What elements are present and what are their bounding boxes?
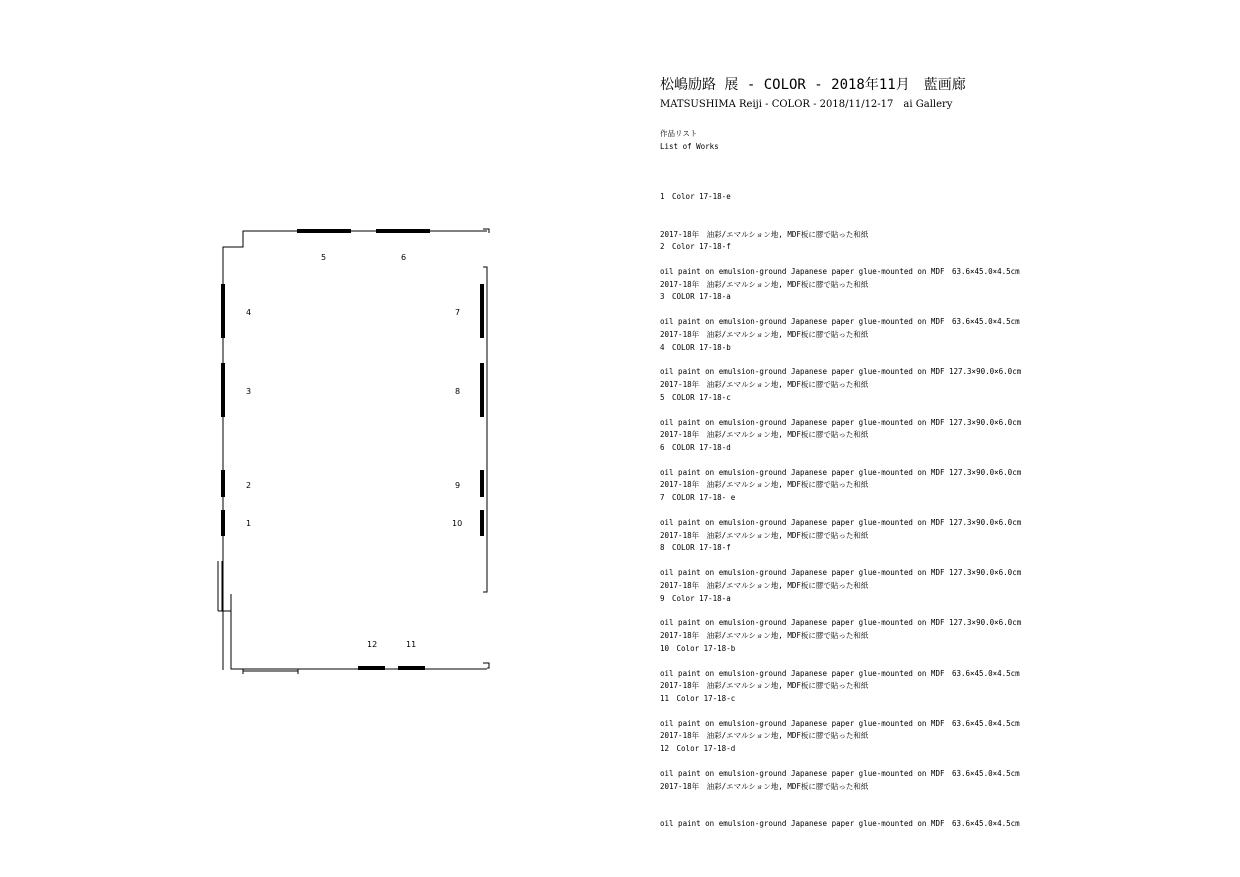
- work-media-en: oil paint on emulsion-ground Japanese paper glue-mounted on MDF 127.3×90.0×6.0cm: [660, 417, 1022, 427]
- work-title: 9 Color 17-18-a: [660, 593, 731, 603]
- work-year-media-jp: 2017-18年 油彩/エマルション地, MDF板に膠で貼った和紙: [660, 580, 869, 590]
- panel-11: [398, 666, 425, 670]
- work-media-en: oil paint on emulsion-ground Japanese paper glue-mounted on MDF 63.6×45.0×4.5cm: [660, 267, 1020, 276]
- work-media-en: oil paint on emulsion-ground Japanese paper glue-mounted on MDF 63.6×45.0×4.5cm: [660, 668, 1020, 678]
- exhibition-title-en: MATSUSHIMA Reiji - COLOR - 2018/11/12-17 ai Gallery: [660, 99, 953, 110]
- panel-numbers: [246, 253, 462, 649]
- panel-6: [376, 229, 430, 233]
- panel-4: [221, 284, 225, 338]
- panel-number-2: 2: [246, 481, 252, 490]
- work-media-en: oil paint on emulsion-ground Japanese paper glue-mounted on MDF 127.3×90.0×6.0cm: [660, 568, 1022, 578]
- work-year-media-jp: 2017-18年 油彩/エマルション地, MDF板に膠で貼った和紙: [660, 430, 869, 440]
- work-year-media-jp: 2017-18年 油彩/エマルション地, MDF板に膠で貼った和紙: [660, 480, 869, 490]
- panel-2: [221, 470, 225, 497]
- work-year-media-jp: 2017-18年 油彩/エマルション地, MDF板に膠で貼った和紙: [660, 329, 869, 339]
- work-title: 3 COLOR 17-18-a: [660, 292, 731, 302]
- panel-5: [297, 229, 351, 233]
- work-year-media-jp: 2017-18年 油彩/エマルション地, MDF板に膠で貼った和紙: [660, 279, 869, 289]
- work-media-en: oil paint on emulsion-ground Japanese paper glue-mounted on MDF 63.6×45.0×4.5cm: [660, 317, 1020, 327]
- panel-8: [480, 363, 484, 417]
- panel-number-4: 4: [246, 308, 252, 317]
- work-title: 2 Color 17-18-f: [660, 242, 731, 252]
- panel-number-11: 11: [406, 640, 417, 649]
- panel-number-9: 9: [455, 481, 461, 490]
- work-media-en: oil paint on emulsion-ground Japanese paper glue-mounted on MDF 127.3×90.0×6.0cm: [660, 618, 1022, 628]
- panel-1: [221, 510, 225, 536]
- panel-3: [221, 363, 225, 417]
- work-title: 7 COLOR 17-18- e: [660, 493, 736, 503]
- work-title: 4 COLOR 17-18-b: [660, 342, 731, 352]
- list-heading-en: List of Works: [660, 141, 719, 151]
- work-title: 1 Color 17-18-e: [660, 192, 731, 201]
- list-heading: [660, 128, 719, 153]
- work-title: 8 COLOR 17-18-f: [660, 543, 731, 553]
- work-year-media-jp: 2017-18年 油彩/エマルション地, MDF板に膠で貼った和紙: [660, 681, 869, 691]
- work-year-media-jp: 2017-18年 油彩/エマルション地, MDF板に膠で貼った和紙: [660, 781, 869, 791]
- panel-12: [358, 666, 385, 670]
- panel-number-5: 5: [321, 253, 327, 262]
- work-media-en: oil paint on emulsion-ground Japanese paper glue-mounted on MDF 63.6×45.0×4.5cm: [660, 718, 1020, 728]
- panel-number-3: 3: [246, 387, 252, 396]
- exhibition-title-jp: 松嶋励路 展 - COLOR - 2018年11月 藍画廊: [660, 77, 966, 93]
- work-year-media-jp: 2017-18年 油彩/エマルション地, MDF板に膠で貼った和紙: [660, 731, 869, 741]
- work-title: 10 Color 17-18-b: [660, 643, 736, 653]
- panel-10: [480, 510, 484, 536]
- work-title: 5 COLOR 17-18-c: [660, 392, 731, 402]
- panel-number-7: 7: [455, 308, 461, 317]
- list-heading-jp: 作品リスト: [660, 129, 698, 138]
- work-media-en: oil paint on emulsion-ground Japanese paper glue-mounted on MDF 127.3×90.0×6.0cm: [660, 467, 1022, 477]
- panel-number-8: 8: [455, 387, 461, 396]
- work-year-media-jp: 2017-18年 油彩/エマルション地, MDF板に膠で貼った和紙: [660, 631, 869, 640]
- panel-number-1: 1: [246, 519, 252, 528]
- work-year-media-jp: 2017-18年 油彩/エマルション地, MDF板に膠で貼った和紙: [660, 229, 869, 239]
- panel-number-10: 10: [452, 519, 463, 528]
- panel-9: [480, 470, 484, 497]
- works-list: [660, 166, 1220, 829]
- work-media-en: oil paint on emulsion-ground Japanese paper glue-mounted on MDF 127.3×90.0×6.0cm: [660, 517, 1022, 527]
- floor-plan-walls: [218, 229, 489, 674]
- work-title: 6 COLOR 17-18-d: [660, 442, 731, 452]
- work-media-en: oil paint on emulsion-ground Japanese paper glue-mounted on MDF 127.3×90.0×6.0cm: [660, 367, 1022, 377]
- panel-number-12: 12: [367, 640, 378, 649]
- work-year-media-jp: 2017-18年 油彩/エマルション地, MDF板に膠で貼った和紙: [660, 530, 869, 540]
- work-media-en: oil paint on emulsion-ground Japanese paper glue-mounted on MDF 63.6×45.0×4.5cm: [660, 768, 1020, 778]
- work-year-media-jp: 2017-18年 油彩/エマルション地, MDF板に膠で貼った和紙: [660, 380, 869, 390]
- panel-7: [480, 284, 484, 338]
- work-title: 11 Color 17-18-c: [660, 693, 736, 703]
- work-media-en: oil paint on emulsion-ground Japanese paper glue-mounted on MDF 63.6×45.0×4.5cm: [660, 819, 1020, 829]
- artwork-panels: [221, 229, 484, 670]
- work-title: 12 Color 17-18-d: [660, 744, 736, 754]
- panel-number-6: 6: [401, 253, 407, 262]
